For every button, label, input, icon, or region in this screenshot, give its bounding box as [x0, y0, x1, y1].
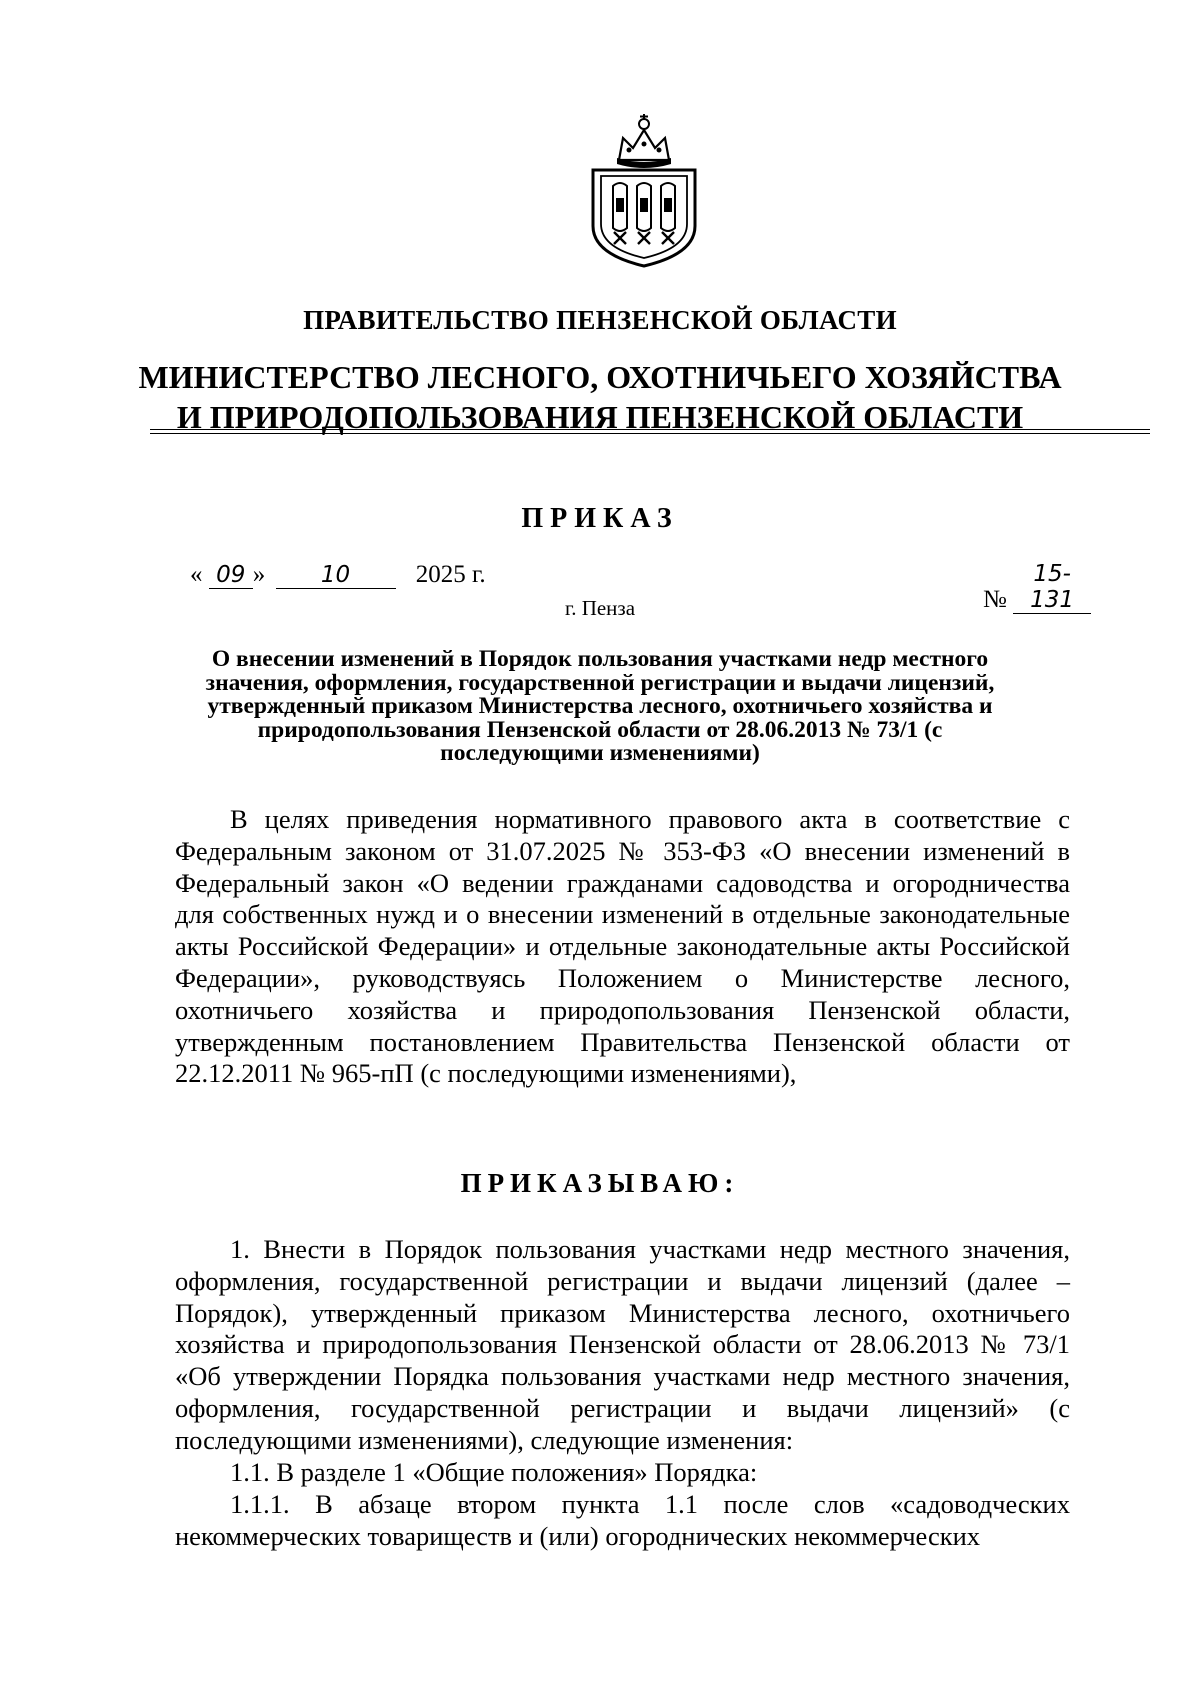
document-city: г. Пенза — [564, 596, 636, 620]
number-sign: № — [983, 586, 1007, 613]
date-year: 2025 г. — [415, 561, 486, 588]
document-subject: О внесении изменений в Порядок пользования участками недр местного значения, оформления, государственной регистрации и выдачи лицензий, утвержденный приказом Министерства лесного, охотничьего хозяйства и природопользования Пензенской области от 28.06.2013 № 73/1 (с последующими изменениями) — [205, 646, 995, 767]
ministry-name — [0, 357, 1200, 437]
header-divider-top — [150, 429, 1150, 430]
coat-of-arms-emblem — [589, 108, 699, 268]
header-divider-bottom — [150, 433, 1150, 434]
ministry-name-line-1: МИНИСТЕРСТВО ЛЕСНОГО, ОХОТНИЧЬЕГО ХОЗЯЙСТВА — [138, 359, 1062, 395]
ministry-name-line-2: И ПРИРОДОПОЛЬЗОВАНИЯ ПЕНЗЕНСКОЙ ОБЛАСТИ — [176, 399, 1024, 435]
order-command-heading: ПРИКАЗЫВАЮ: — [460, 1168, 740, 1198]
government-name: ПРАВИТЕЛЬСТВО ПЕНЗЕНСКОЙ ОБЛАСТИ — [303, 305, 897, 335]
document-date — [190, 561, 486, 589]
document-type-title: ПРИКАЗ — [521, 503, 679, 534]
order-item-1: 1. Внести в Порядок пользования участками недр местного значения, оформления, государственной регистрации и выдачи лицензий (далее – Порядок), утвержденный приказом Министерства лесного, охотничьего хозяйства и природопользования Пензенской области от 28.06.2013 № 73/1 «Об утверждении Порядка пользования участками недр местного значения, оформления, государственной регистрации и выдачи лицензий» (с последующими изменениями), следующие изменения: — [175, 1234, 1070, 1455]
number-handwritten: 15-131 — [1013, 561, 1091, 614]
date-month-handwritten: 10 — [276, 562, 396, 589]
date-quote-close: » — [252, 561, 266, 588]
date-quote-open: « — [190, 561, 203, 588]
preamble-paragraph: В целях приведения нормативного правового акта в соответствие с Федеральным законом от 31.07.2025 № 353-ФЗ «О внесении изменений в Федеральный закон «О ведении гражданами садоводства и огородничества для собственных нужд и о внесении изменений в отдельные законодательные акты Российской Федерации» и отдельные законодательные акты Российской Федерации», руководствуясь Положением о Министерстве лесного, охотничьего хозяйства и природопользования Пензенской области, утвержденным постановлением Правительства Пензенской области от 22.12.2011 № 965-пП (с последующими изменениями), — [175, 804, 1070, 1089]
date-day-handwritten: 09 — [209, 562, 253, 589]
order-item-1-1: 1.1. В разделе 1 «Общие положения» Порядка: — [230, 1457, 758, 1487]
order-item-1-1-1: 1.1.1. В абзаце втором пункта 1.1 после слов «садоводческих некоммерческих товариществ и (или) огороднических некоммерческих — [175, 1489, 1070, 1551]
